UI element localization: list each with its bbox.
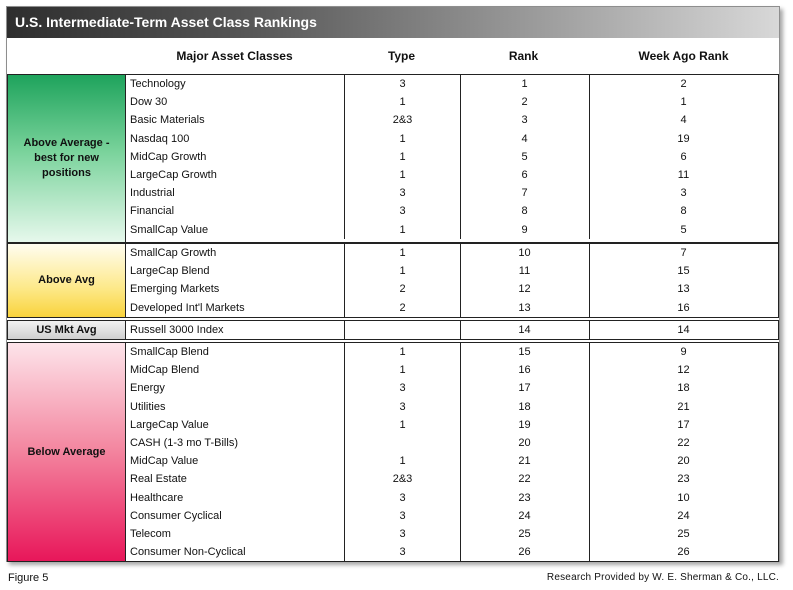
rank-cell: 23 [460,489,590,507]
type-cell: 1 [345,244,461,262]
week-ago-rank-cell: 20 [677,455,690,468]
rank-cell: 12 [460,280,590,298]
week-ago-rank-cell: 9 [680,346,687,358]
header-week-ago-rank: Week Ago Rank [638,49,729,63]
rank-cell: 20 [460,434,590,452]
type-cell: 3 [345,398,461,416]
table-row [126,93,778,111]
week-ago-rank-cell: 26 [677,546,690,559]
type-cell: 1 [345,452,461,470]
rank-cell: 11 [460,262,590,280]
table-row [126,452,778,470]
type-cell: 1 [345,93,461,111]
week-ago-rank-cell: 17 [677,418,690,431]
type-cell: 3 [345,543,461,561]
week-ago-rank-cell: 10 [677,491,690,504]
group-label-above-average: Above Average - best for new positions [8,75,126,242]
rank-cell: 16 [460,361,590,379]
table-row [126,221,778,239]
week-ago-rank-cell: 2 [680,78,687,90]
asset-class-name: LargeCap Blend [126,262,345,280]
week-ago-rank-cell: 8 [680,205,687,218]
rank-cell: 25 [460,525,590,543]
week-ago-rank-cell: 16 [677,301,690,314]
asset-class-name: Russell 3000 Index [126,321,345,339]
asset-class-name: MidCap Blend [126,361,345,379]
header-major-asset-classes: Major Asset Classes [176,49,293,63]
asset-class-name: LargeCap Value [126,416,345,434]
asset-class-name: LargeCap Growth [126,166,345,184]
type-cell [345,434,461,452]
type-cell: 2 [345,299,461,317]
type-cell: 1 [345,221,461,239]
table-row [126,434,778,452]
week-ago-rank-cell: 11 [677,168,690,181]
rank-cell: 5 [460,148,590,166]
asset-class-name: Developed Int'l Markets [126,299,345,317]
week-ago-rank-cell: 13 [677,283,690,296]
group-rows [126,75,778,242]
asset-class-name: Emerging Markets [126,280,345,298]
table-row [126,416,778,434]
asset-class-name: SmallCap Growth [126,244,345,262]
table-row [126,166,778,184]
type-cell: 1 [345,361,461,379]
column-header-row [7,38,779,74]
table-row [126,361,778,379]
type-cell: 1 [345,130,461,148]
type-cell: 3 [345,202,461,220]
week-ago-rank-cell: 15 [677,265,690,278]
rank-cell: 21 [460,452,590,470]
asset-class-name: Financial [126,202,345,220]
table-row [126,262,778,280]
type-cell: 1 [345,148,461,166]
panel-title: U.S. Intermediate-Term Asset Class Rankings [7,7,779,38]
asset-class-name: Basic Materials [126,111,345,129]
asset-class-name: Consumer Cyclical [126,507,345,525]
asset-class-name: Telecom [126,525,345,543]
week-ago-rank-cell: 25 [677,527,690,540]
week-ago-rank-cell: 14 [677,324,690,336]
asset-class-name: MidCap Growth [126,148,345,166]
rank-cell: 9 [460,221,590,239]
group-below-average [7,342,779,562]
type-cell: 3 [345,75,461,93]
table-row [126,470,778,488]
rankings-panel [6,6,780,562]
table-row [126,299,778,317]
type-cell: 1 [345,343,461,361]
asset-class-name: Consumer Non-Cyclical [126,543,345,561]
rank-cell: 14 [460,321,590,339]
asset-class-name: Real Estate [126,470,345,488]
rank-cell: 22 [460,470,590,488]
asset-class-name: Dow 30 [126,93,345,111]
rank-cell: 15 [460,343,590,361]
rank-cell: 17 [460,379,590,397]
table-row [126,130,778,148]
rank-cell: 18 [460,398,590,416]
group-us-mkt-avg [7,320,779,340]
rank-cell: 19 [460,416,590,434]
rank-cell: 13 [460,299,590,317]
table-row [126,507,778,525]
asset-class-name: Energy [126,379,345,397]
type-cell: 1 [345,166,461,184]
asset-class-name: Nasdaq 100 [126,130,345,148]
week-ago-rank-cell: 24 [677,509,690,522]
table-row [126,75,778,93]
type-cell: 1 [345,416,461,434]
type-cell: 3 [345,379,461,397]
week-ago-rank-cell: 12 [677,364,690,377]
asset-class-name: Technology [126,75,345,93]
table-row [126,343,778,361]
header-rank: Rank [508,49,539,63]
table-row [126,543,778,561]
header-type: Type [387,49,416,63]
rank-cell: 24 [460,507,590,525]
asset-class-name: Industrial [126,184,345,202]
week-ago-rank-cell: 18 [677,382,690,395]
group-label-us-mkt-avg: US Mkt Avg [8,321,126,339]
group-rows [126,244,778,317]
asset-class-name: MidCap Value [126,452,345,470]
type-cell: 3 [345,507,461,525]
type-cell: 2 [345,280,461,298]
rank-cell: 26 [460,543,590,561]
rank-cell: 8 [460,202,590,220]
type-cell [345,321,461,339]
table-row [126,525,778,543]
rank-cell: 3 [460,111,590,129]
week-ago-rank-cell: 7 [680,247,687,259]
week-ago-rank-cell: 19 [677,132,690,145]
asset-class-name: CASH (1-3 mo T-Bills) [126,434,345,452]
asset-class-name: SmallCap Value [126,221,345,239]
asset-class-name: Healthcare [126,489,345,507]
rank-cell: 6 [460,166,590,184]
type-cell: 3 [345,525,461,543]
figure-caption: Figure 5 [8,572,49,584]
type-cell: 1 [345,262,461,280]
group-rows [126,343,778,561]
week-ago-rank-cell: 21 [677,400,690,413]
type-cell: 3 [345,489,461,507]
rank-cell: 2 [460,93,590,111]
type-cell: 2&3 [345,470,461,488]
rank-cell: 7 [460,184,590,202]
table-row [126,244,778,262]
rank-cell: 1 [460,75,590,93]
rank-cell: 10 [460,244,590,262]
week-ago-rank-cell: 6 [680,150,687,163]
asset-class-name: Utilities [126,398,345,416]
group-above-avg [7,243,779,318]
table-row [126,321,778,339]
week-ago-rank-cell: 22 [677,436,690,449]
table-row [126,489,778,507]
table-row [126,202,778,220]
week-ago-rank-cell: 23 [677,473,690,486]
table-row [126,398,778,416]
week-ago-rank-cell: 3 [680,187,687,200]
group-above-average [7,74,779,243]
table-row [126,184,778,202]
week-ago-rank-cell: 1 [680,96,687,109]
week-ago-rank-cell: 5 [680,223,687,236]
table-row [126,111,778,129]
rank-cell: 4 [460,130,590,148]
table-row [126,148,778,166]
table-row [126,280,778,298]
type-cell: 2&3 [345,111,461,129]
group-label-below-average: Below Average [8,343,126,561]
research-credit: Research Provided by W. E. Sherman & Co., LLC. [546,572,779,583]
group-rows [126,321,778,339]
table-row [126,379,778,397]
group-label-above-avg: Above Avg [8,244,126,317]
type-cell: 3 [345,184,461,202]
week-ago-rank-cell: 4 [680,114,687,127]
asset-class-name: SmallCap Blend [126,343,345,361]
